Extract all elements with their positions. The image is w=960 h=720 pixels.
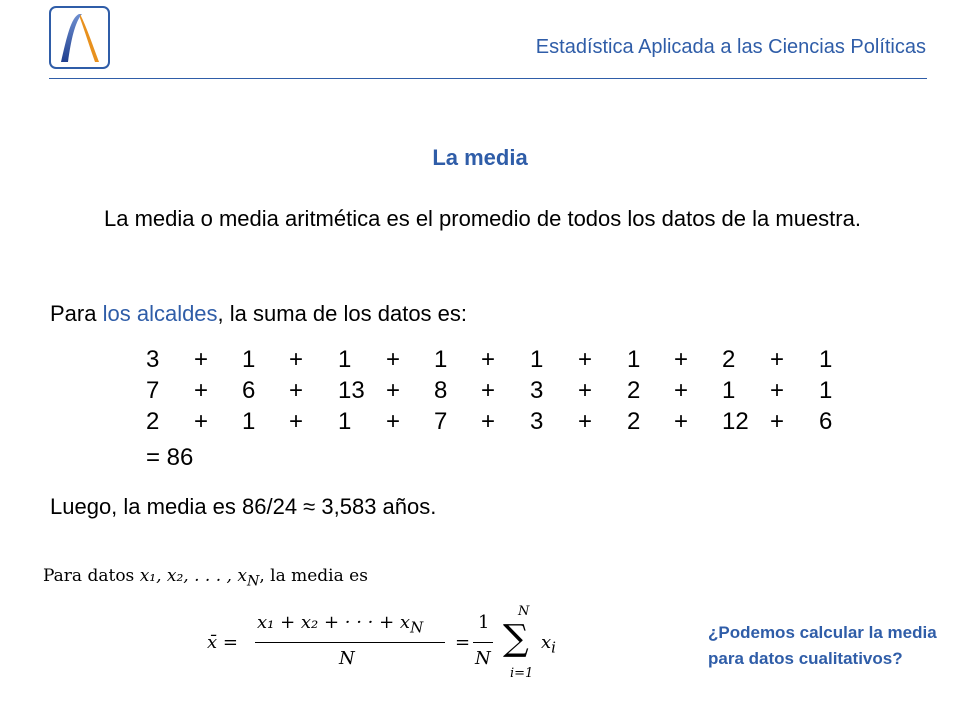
- plus-sign: +: [674, 377, 689, 404]
- plus-sign: +: [578, 346, 593, 373]
- plus-sign: +: [289, 346, 304, 373]
- sum-term: 8: [434, 377, 448, 404]
- sum-row: [146, 377, 846, 408]
- plus-sign: +: [578, 408, 593, 435]
- formula-term-sub: i: [551, 638, 556, 657]
- sum-term: 3: [530, 377, 544, 404]
- sum-term: 1: [530, 346, 544, 373]
- sum-row: [146, 408, 846, 439]
- sum-term: 1: [338, 408, 352, 435]
- formula-caption-sub: N: [246, 573, 260, 590]
- sum-term: 12: [722, 408, 749, 435]
- formula-caption: [43, 566, 368, 589]
- plus-sign: +: [194, 408, 209, 435]
- sigma-icon: ∑: [503, 618, 529, 659]
- formula-numerator-sub: N: [410, 618, 424, 637]
- sum-intro-suffix: , la suma de los datos es:: [217, 301, 468, 326]
- sum-term: 6: [819, 408, 833, 435]
- formula-numerator-text: x₁ + x₂ + · · · + x: [257, 612, 411, 633]
- formula-equals: =: [455, 632, 471, 653]
- plus-sign: +: [481, 346, 496, 373]
- mean-formula: [207, 604, 587, 692]
- sum-term: 7: [146, 377, 160, 404]
- plus-sign: +: [386, 346, 401, 373]
- formula-term: [541, 632, 556, 657]
- sum-term: 2: [627, 408, 641, 435]
- question-note: ¿Podemos calcular la media para datos cualitativos?: [708, 623, 937, 668]
- fraction-bar: [255, 642, 445, 643]
- plus-sign: +: [770, 408, 785, 435]
- formula-term-x: x: [541, 632, 552, 653]
- plus-sign: +: [289, 408, 304, 435]
- plus-sign: +: [481, 408, 496, 435]
- sum-intro-prefix: Para: [50, 301, 103, 326]
- slide-title: La media: [432, 145, 528, 170]
- sum-term: 2: [722, 346, 736, 373]
- lambda-logo-icon: [49, 6, 111, 70]
- plus-sign: +: [481, 377, 496, 404]
- sum-term: 3: [530, 408, 544, 435]
- formula-lhs: x̄ =: [207, 632, 238, 653]
- sum-term: 1: [434, 346, 448, 373]
- sum-intro: [50, 301, 467, 327]
- sum-row: [146, 346, 846, 377]
- conclusion-text: Luego, la media es 86/24 ≈ 3,583 años.: [50, 494, 437, 519]
- header-divider: [49, 78, 927, 79]
- plus-sign: +: [194, 346, 209, 373]
- sum-term: 13: [338, 377, 365, 404]
- sum-term: 1: [338, 346, 352, 373]
- sigma-lower: i=1: [510, 666, 534, 681]
- sum-term: 1: [819, 377, 833, 404]
- plus-sign: +: [194, 377, 209, 404]
- sum-intro-highlight: los alcaldes: [102, 301, 218, 326]
- sum-term: 2: [146, 408, 160, 435]
- sum-term: 1: [627, 346, 641, 373]
- plus-sign: +: [578, 377, 593, 404]
- formula-caption-suffix: , la media es: [259, 566, 368, 586]
- sum-result: = 86: [146, 444, 194, 471]
- definition-text: La media o media aritmética es el promedio de todos los datos de la muestra.: [104, 206, 861, 231]
- course-title: Estadística Aplicada a las Ciencias Políticas: [535, 36, 926, 58]
- formula-numerator: [257, 612, 423, 637]
- formula-caption-prefix: Para datos: [43, 566, 140, 586]
- formula-denominator-n: N: [475, 648, 491, 669]
- plus-sign: +: [289, 377, 304, 404]
- fraction-bar-small: [473, 642, 493, 643]
- sum-grid: [146, 346, 846, 439]
- sum-term: 1: [242, 346, 256, 373]
- sigma-upper: N: [518, 604, 530, 619]
- plus-sign: +: [770, 346, 785, 373]
- formula-denominator: N: [339, 648, 355, 669]
- sum-term: 6: [242, 377, 256, 404]
- sum-term: 1: [722, 377, 736, 404]
- sum-term: 2: [627, 377, 641, 404]
- formula-caption-vars: x₁, x₂, . . . , x: [139, 566, 247, 586]
- plus-sign: +: [674, 346, 689, 373]
- sum-term: 1: [242, 408, 256, 435]
- sum-term: 7: [434, 408, 448, 435]
- plus-sign: +: [770, 377, 785, 404]
- plus-sign: +: [386, 408, 401, 435]
- sum-term: 1: [819, 346, 833, 373]
- formula-one: 1: [478, 612, 490, 633]
- plus-sign: +: [386, 377, 401, 404]
- sum-term: 3: [146, 346, 160, 373]
- plus-sign: +: [674, 408, 689, 435]
